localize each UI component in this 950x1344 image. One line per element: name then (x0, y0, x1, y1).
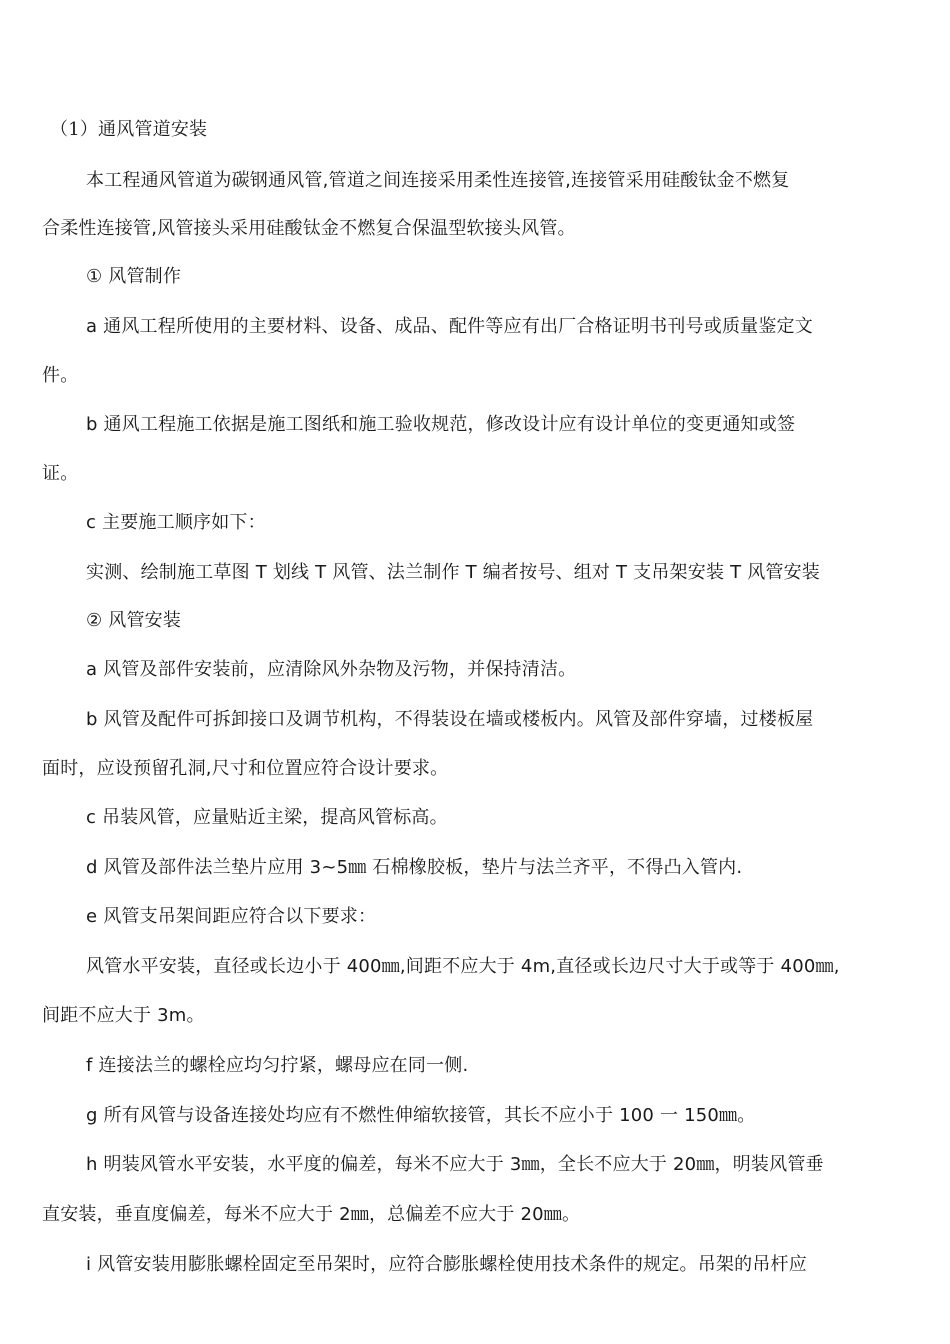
paragraph-line: i 风管安装用膨胀螺栓固定至吊架时，应符合膨胀螺栓使用技术条件的规定。吊架的吊杆应 (86, 1254, 807, 1275)
paragraph-line: 实测、绘制施工草图 T 划线 T 风管、法兰制作 T 编者按号、组对 T 支吊架安装 T 风管安装 (86, 562, 820, 583)
intro-line-1: 本工程通风管道为碳钢通风管,管道之间连接采用柔性连接管,连接管采用硅酸钛金不燃复 (86, 170, 790, 191)
paragraph-line: c 主要施工顺序如下： (86, 512, 266, 533)
paragraph-line: f 连接法兰的螺栓应均匀拧紧，螺母应在同一侧. (86, 1055, 469, 1076)
paragraph-line: b 风管及配件可拆卸接口及调节机构，不得装设在墙或楼板内。风管及部件穿墙，过楼板屋 (86, 709, 814, 730)
paragraph-line: 证。 (42, 463, 79, 484)
intro-line-2: 合柔性连接管,风管接头采用硅酸钛金不燃复合保温型软接头风管。 (42, 218, 576, 239)
paragraph-line: 风管水平安装，直径或长边小于 400㎜,间距不应大于 4m,直径或长边尺寸大于或等于 400㎜, (86, 956, 840, 977)
paragraph-line: c 吊装风管，应量贴近主梁，提高风管标高。 (86, 807, 448, 828)
paragraph-line: a 风管及部件安装前，应清除风外杂物及污物，并保持清洁。 (86, 659, 577, 680)
subsection-title-duct-installation: ② 风管安装 (86, 610, 182, 631)
section-title: （1）通风管道安装 (50, 119, 208, 140)
paragraph-line: b 通风工程施工依据是施工图纸和施工验收规范，修改设计应有设计单位的变更通知或签 (86, 414, 796, 435)
paragraph-line: d 风管及部件法兰垫片应用 3~5㎜ 石棉橡胶板，垫片与法兰齐平，不得凸入管内. (86, 857, 743, 878)
paragraph-line: a 通风工程所使用的主要材料、设备、成品、配件等应有出厂合格证明书刊号或质量鉴定文 (86, 316, 813, 337)
paragraph-line: e 风管支吊架间距应符合以下要求： (86, 906, 377, 927)
paragraph-line: g 所有风管与设备连接处均应有不燃性伸缩软接管，其长不应小于 100 一 150㎜。 (86, 1105, 756, 1126)
paragraph-line: 间距不应大于 3m。 (42, 1005, 205, 1026)
paragraph-line: 面时，应设预留孔洞,尺寸和位置应符合设计要求。 (42, 758, 449, 779)
paragraph-line: 件。 (42, 365, 79, 386)
paragraph-line: 直安装，垂直度偏差，每米不应大于 2㎜，总偏差不应大于 20㎜。 (42, 1204, 581, 1225)
subsection-title-duct-fabrication: ① 风管制作 (86, 266, 182, 287)
paragraph-line: h 明装风管水平安装，水平度的偏差，每米不应大于 3㎜，全长不应大于 20㎜，明装风管垂 (86, 1154, 824, 1175)
